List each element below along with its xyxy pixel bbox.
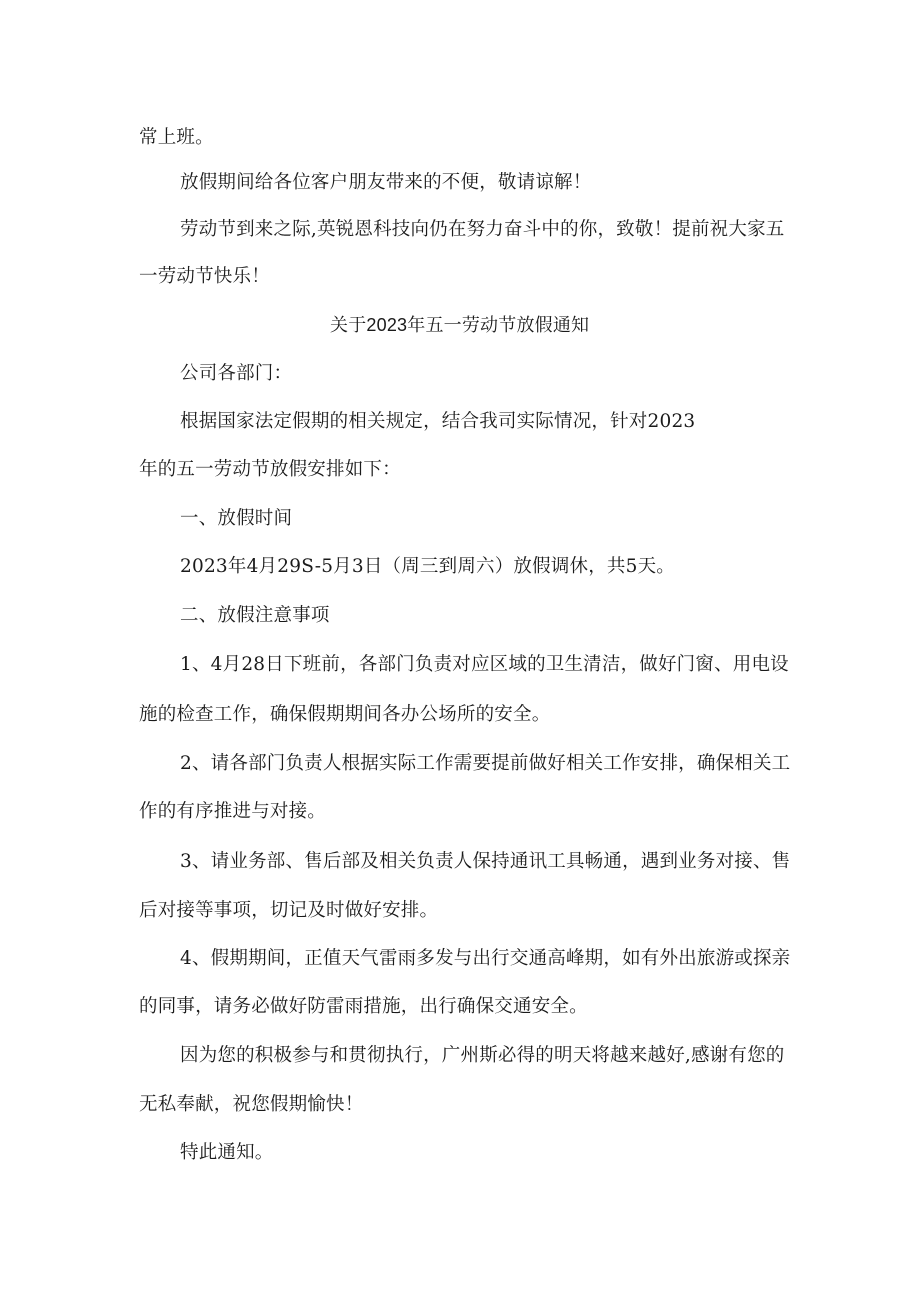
note-3-line-2: 后对接等事项，切记及时做好安排。 bbox=[139, 900, 439, 921]
section-heading-notes: 二、放假注意事项 bbox=[180, 605, 330, 626]
text-line-holiday-dates: 2023年4月29S-5月3日（周三到周六）放假调休，共5天。 bbox=[180, 556, 676, 577]
text-line-closing: 因为您的积极参与和贯彻执行，广州斯必得的明天将越来越好,感谢有您的 bbox=[180, 1045, 785, 1066]
note-4-line-1: 4、假期期间，正值天气雷雨多发与出行交通高峰期，如有外出旅游或探亲 bbox=[180, 948, 791, 969]
note-1-line-1: 1、4月28日下班前，各部门负责对应区域的卫生清洁，做好门窗、用电设 bbox=[180, 654, 789, 675]
text-line-intro: 根据国家法定假期的相关规定，结合我司实际情况，针对2023 bbox=[180, 411, 696, 432]
notice-title: 关于2023年五一劳动节放假通知 bbox=[330, 315, 590, 335]
note-2-line-1: 2、请各部门负责人根据实际工作需要提前做好相关工作安排，确保相关工 bbox=[180, 753, 791, 774]
note-3-line-1: 3、请业务部、售后部及相关负责人保持通讯工具畅通，遇到业务对接、售 bbox=[180, 851, 791, 872]
section-heading-holiday-time: 一、放假时间 bbox=[180, 508, 293, 529]
text-line-continuation: 常上班。 bbox=[139, 127, 214, 148]
text-line-closing-cont: 无私奉献，祝您假期愉快！ bbox=[139, 1094, 364, 1115]
note-4-line-2: 的同事，请务必做好防雷雨措施，出行确保交通安全。 bbox=[139, 996, 588, 1017]
note-1-line-2: 施的检查工作，确保假期期间各办公场所的安全。 bbox=[139, 704, 551, 725]
text-line-signoff: 特此通知。 bbox=[180, 1142, 274, 1163]
text-line-greeting: 劳动节到来之际,英锐恩科技向仍在努力奋斗中的你，致敬！提前祝大家五 bbox=[180, 219, 785, 240]
text-line-apology: 放假期间给各位客户朋友带来的不便，敬请谅解！ bbox=[180, 172, 592, 193]
text-line-greeting-cont: 一劳动节快乐！ bbox=[139, 266, 270, 287]
text-line-salutation: 公司各部门： bbox=[180, 363, 293, 384]
text-line-intro-cont: 年的五一劳动节放假安排如下： bbox=[139, 459, 401, 480]
note-2-line-2: 作的有序推进与对接。 bbox=[139, 801, 327, 822]
